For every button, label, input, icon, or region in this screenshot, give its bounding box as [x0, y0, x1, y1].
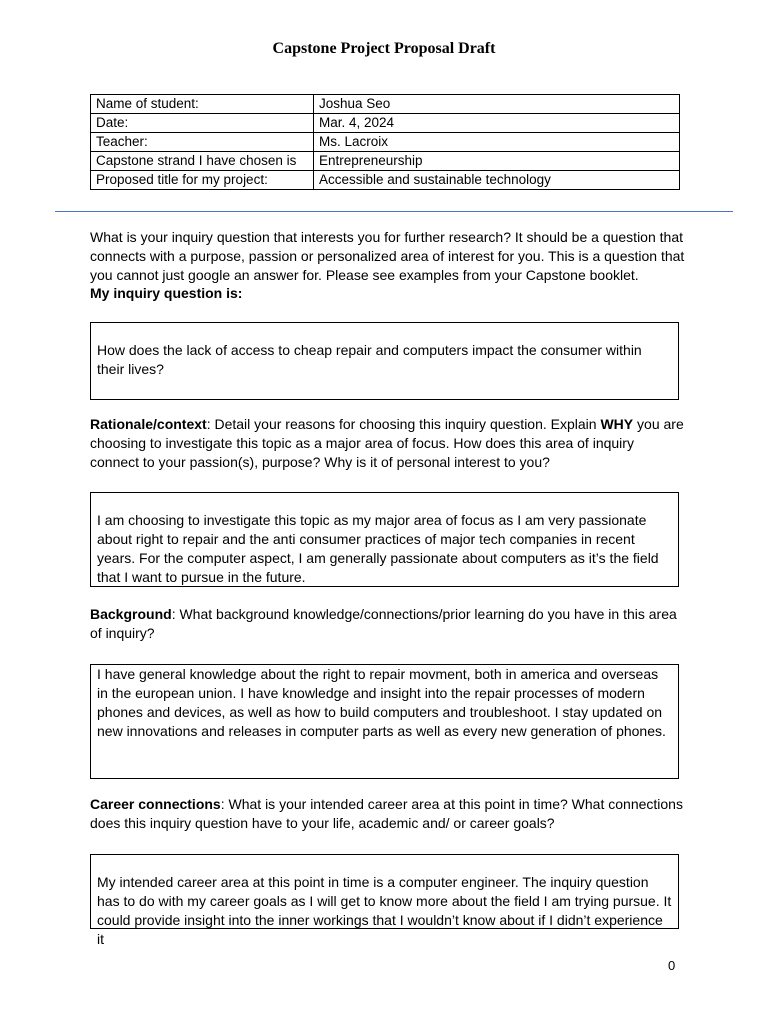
rationale-answer-box[interactable] — [90, 492, 679, 587]
inquiry-answer: How does the lack of access to cheap repair and computers impact the consumer within their lives? — [97, 342, 642, 377]
background-heading: Background — [90, 606, 172, 622]
name-label: Name of student: — [91, 95, 314, 114]
page-title: Capstone Project Proposal Draft — [272, 40, 496, 57]
divider — [55, 211, 733, 212]
student-info-table — [90, 94, 680, 190]
rationale-heading: Rationale/context — [90, 416, 207, 432]
rationale-prompt-b: you are choosing to investigate this topic as a major area of focus. How does this area of inquiry connect to your passion(s), purpose? Why is it of personal interest to you? — [90, 416, 684, 470]
strand-value: Entrepreneurship — [314, 152, 680, 171]
rationale-emph: WHY — [600, 416, 634, 432]
date-label: Date: — [91, 114, 314, 133]
background-answer-box[interactable] — [90, 664, 679, 779]
inquiry-answer-box[interactable] — [90, 322, 679, 400]
career-answer: My intended career area at this point in time is a computer engineer. The inquiry question has to do with my career goals as I will get to know more about the field I am trying pursue. It could provide insight into the inner workings that I wouldn’t know about if I didn’t experience it — [97, 874, 672, 947]
rationale-prompt — [90, 415, 685, 471]
inquiry-label: My inquiry question is: — [90, 285, 243, 302]
inquiry-prompt — [90, 228, 685, 303]
table-row — [91, 114, 680, 133]
table-row — [91, 152, 680, 171]
project-title-label: Proposed title for my project: — [91, 171, 314, 190]
table-row — [91, 133, 680, 152]
table-row — [91, 95, 680, 114]
career-prompt — [90, 795, 685, 833]
background-prompt-text: : What background knowledge/connections/prior learning do you have in this area of inquiry? — [90, 606, 677, 641]
teacher-value: Ms. Lacroix — [314, 133, 680, 152]
rationale-prompt-a: : Detail your reasons for choosing this inquiry question. Explain — [206, 416, 601, 432]
background-prompt — [90, 605, 685, 643]
project-title-value: Accessible and sustainable technology — [314, 171, 680, 190]
career-prompt-text: : What is your intended career area at this point in time? What connections does this inquiry question have to your life, academic and/ or career goals? — [90, 796, 683, 831]
table-row — [91, 171, 680, 190]
inquiry-prompt-text: What is your inquiry question that interests you for further research? It should be a question that connects with a purpose, passion or personalized area of interest for you. This is a question that you cannot just google an answer for. Please see examples from your Capstone booklet. — [90, 229, 685, 283]
page-number: 0 — [668, 958, 676, 973]
date-value: Mar. 4, 2024 — [314, 114, 680, 133]
career-heading: Career connections — [90, 796, 221, 812]
name-value: Joshua Seo — [314, 95, 680, 114]
strand-label: Capstone strand I have chosen is — [91, 152, 314, 171]
career-answer-box[interactable] — [90, 854, 679, 947]
teacher-label: Teacher: — [91, 133, 314, 152]
background-answer: I have general knowledge about the right to repair movment, both in america and overseas in the european union. I have knowledge and insight into the repair processes of modern phones and devices, as well as how to build computers and troubleshoot. I stay updated on new innovations and releases in computer parts as well as every new generation of phones. — [97, 666, 666, 739]
rationale-answer: I am choosing to investigate this topic as my major area of focus as I am very passionate about right to repair and the anti consumer practices of major tech companies in recent years. For the computer aspect, I am generally passionate about computers as it’s the field that I want to pursue in the future. — [97, 512, 659, 585]
